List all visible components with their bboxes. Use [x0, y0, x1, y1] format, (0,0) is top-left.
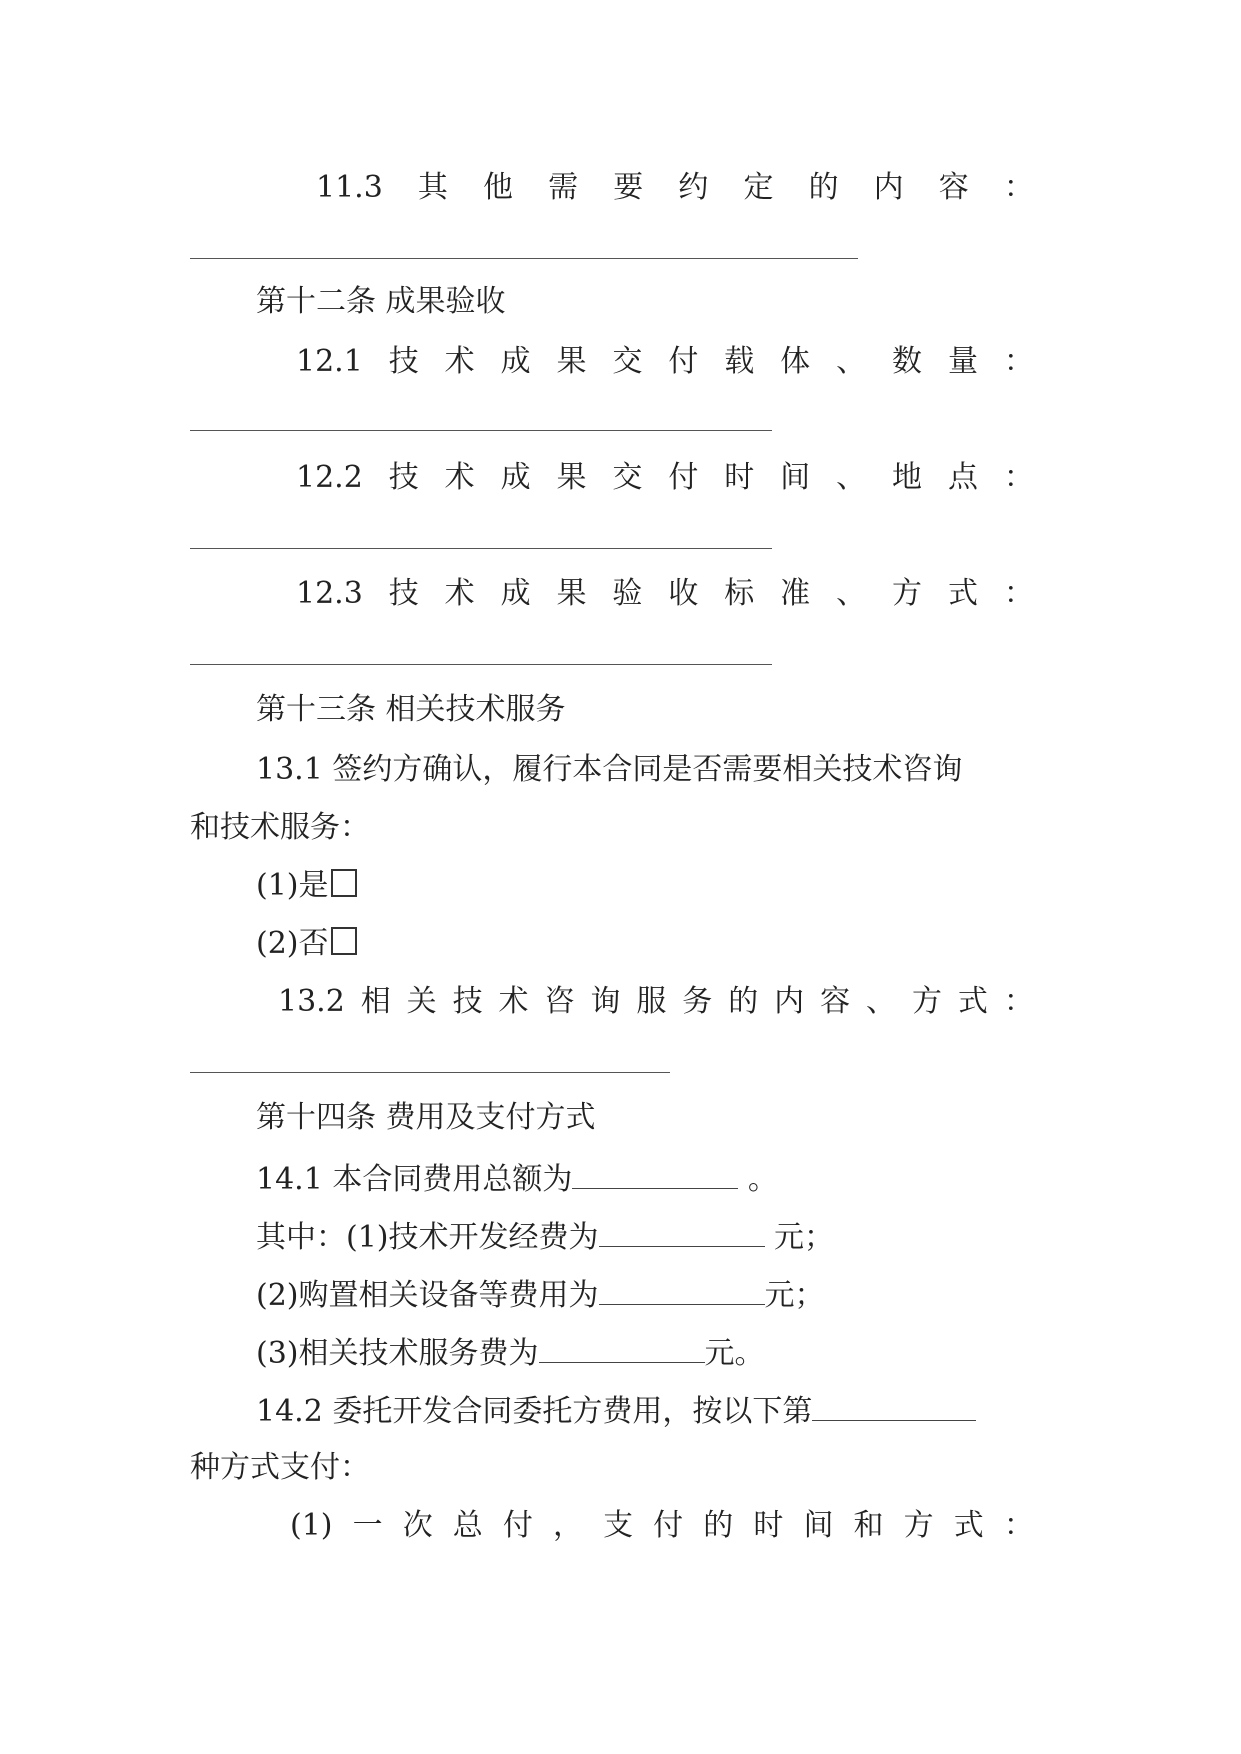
total-fee-blank[interactable]: [572, 1158, 738, 1189]
development-fee-blank[interactable]: [599, 1216, 765, 1247]
text-token: 11.3: [316, 170, 383, 205]
text-token: 12.1: [296, 344, 363, 379]
fee-service-prefix: (3)相关技术服务费为: [256, 1336, 539, 1371]
text-token: 量: [947, 344, 978, 379]
text-token: 、: [836, 576, 867, 611]
text-token: ，: [552, 1508, 583, 1543]
item-12-1: [296, 342, 1034, 382]
item-14-1-prefix: 14.1 本合同费用总额为: [256, 1162, 573, 1197]
checkbox-no[interactable]: [331, 927, 357, 955]
fee-development-prefix: 其中：(1)技术开发经费为: [256, 1220, 599, 1255]
fill-in-line-12-3: [190, 664, 772, 665]
option-no: [256, 924, 357, 964]
item-13-1-line1: 13.1 签约方确认，履行本合同是否需要相关技术咨询: [256, 752, 963, 787]
text-token: 容: [938, 170, 969, 205]
text-token: 方: [911, 984, 942, 1019]
text-token: 体: [780, 344, 811, 379]
text-token: 间: [803, 1508, 834, 1543]
text-token: 技: [388, 460, 419, 495]
text-token: 收: [668, 576, 699, 611]
item-14-1: [256, 1158, 778, 1200]
fee-service-suffix: 元。: [704, 1336, 765, 1371]
text-token: 成: [500, 344, 531, 379]
item-13-2: [278, 982, 1034, 1022]
text-token: 式: [953, 1508, 984, 1543]
text-token: 方: [892, 576, 923, 611]
text-token: 地: [892, 460, 923, 495]
text-token: 验: [612, 576, 643, 611]
text-token: 询: [590, 984, 621, 1019]
text-token: 术: [444, 576, 475, 611]
text-token: 一: [352, 1508, 383, 1543]
text-token: 的: [808, 170, 839, 205]
item-11-3: [316, 168, 1034, 208]
text-token: 方: [903, 1508, 934, 1543]
option-no-label: (2)否: [256, 926, 329, 961]
option-yes-label: (1)是: [256, 868, 329, 903]
text-token: 交: [612, 460, 643, 495]
text-token: 总: [452, 1508, 483, 1543]
text-token: 和: [853, 1508, 884, 1543]
text-token: 容: [820, 984, 851, 1019]
item-13-1-line2: 和技术服务：: [190, 810, 370, 845]
text-token: (1): [290, 1508, 333, 1543]
item-14-2-line2: 种方式支付：: [190, 1450, 370, 1485]
text-token: 时: [724, 460, 755, 495]
text-token: 时: [753, 1508, 784, 1543]
text-token: 关: [406, 984, 437, 1019]
text-token: 、: [836, 344, 867, 379]
text-token: 相: [360, 984, 391, 1019]
fill-in-line-12-2: [190, 548, 772, 549]
item-14-2-line1: [256, 1390, 976, 1432]
checkbox-yes[interactable]: [331, 869, 357, 897]
text-token: 的: [703, 1508, 734, 1543]
text-token: 要: [613, 170, 644, 205]
text-token: 标: [724, 576, 755, 611]
text-token: 间: [780, 460, 811, 495]
text-token: ：: [1003, 344, 1034, 379]
text-token: 点: [947, 460, 978, 495]
text-token: 术: [444, 460, 475, 495]
text-token: 付: [668, 460, 699, 495]
fee-equipment-prefix: (2)购置相关设备等费用为: [256, 1278, 599, 1313]
equipment-fee-blank[interactable]: [599, 1274, 765, 1305]
text-token: 成: [500, 576, 531, 611]
service-fee-blank[interactable]: [539, 1332, 705, 1363]
clause-13-heading: 第十三条 相关技术服务: [256, 692, 566, 727]
text-token: ：: [1003, 984, 1034, 1019]
text-token: 支: [603, 1508, 634, 1543]
fee-equipment: [256, 1274, 825, 1316]
text-token: 次: [402, 1508, 433, 1543]
text-token: 果: [556, 460, 587, 495]
text-token: 务: [682, 984, 713, 1019]
text-token: 内: [873, 170, 904, 205]
text-token: 技: [452, 984, 483, 1019]
fee-service: [256, 1332, 765, 1374]
text-token: 数: [892, 344, 923, 379]
text-token: ：: [1003, 576, 1034, 611]
text-token: 载: [724, 344, 755, 379]
text-token: 术: [498, 984, 529, 1019]
text-token: 交: [612, 344, 643, 379]
payment-method-blank[interactable]: [812, 1390, 976, 1421]
text-token: 约: [678, 170, 709, 205]
text-token: 的: [728, 984, 759, 1019]
fee-development: [256, 1216, 834, 1258]
text-token: 定: [743, 170, 774, 205]
clause-12-heading: 第十二条 成果验收: [256, 284, 506, 319]
item-14-1-suffix: 。: [738, 1162, 778, 1197]
text-token: ：: [1003, 170, 1034, 205]
item-12-2: [296, 458, 1034, 498]
text-token: 需: [548, 170, 579, 205]
text-token: 内: [774, 984, 805, 1019]
text-token: 果: [556, 576, 587, 611]
text-token: 付: [502, 1508, 533, 1543]
text-token: 成: [500, 460, 531, 495]
text-token: 付: [653, 1508, 684, 1543]
text-token: 付: [668, 344, 699, 379]
fill-in-line-11-3: [190, 258, 858, 259]
text-token: 准: [780, 576, 811, 611]
fill-in-line-13-2: [190, 1072, 670, 1073]
text-token: 果: [556, 344, 587, 379]
text-token: 12.2: [296, 460, 363, 495]
text-token: 术: [444, 344, 475, 379]
payment-option-1: [290, 1506, 1034, 1546]
text-token: 12.3: [296, 576, 363, 611]
text-token: 技: [388, 344, 419, 379]
item-14-2-text: 14.2 委托开发合同委托方费用，按以下第: [256, 1394, 813, 1429]
text-token: 式: [957, 984, 988, 1019]
fill-in-line-12-1: [190, 430, 772, 431]
text-token: ：: [1003, 460, 1034, 495]
fee-equipment-suffix: 元；: [764, 1278, 825, 1313]
text-token: 服: [636, 984, 667, 1019]
text-token: 式: [947, 576, 978, 611]
text-token: 他: [483, 170, 514, 205]
text-token: 咨: [544, 984, 575, 1019]
clause-14-heading: 第十四条 费用及支付方式: [256, 1100, 596, 1135]
text-token: 、: [836, 460, 867, 495]
text-token: 、: [866, 984, 897, 1019]
option-yes: [256, 866, 357, 906]
fee-development-suffix: 元；: [764, 1220, 835, 1255]
text-token: 13.2: [278, 984, 345, 1019]
text-token: ：: [1003, 1508, 1034, 1543]
text-token: 其: [417, 170, 448, 205]
item-12-3: [296, 574, 1034, 614]
text-token: 技: [388, 576, 419, 611]
